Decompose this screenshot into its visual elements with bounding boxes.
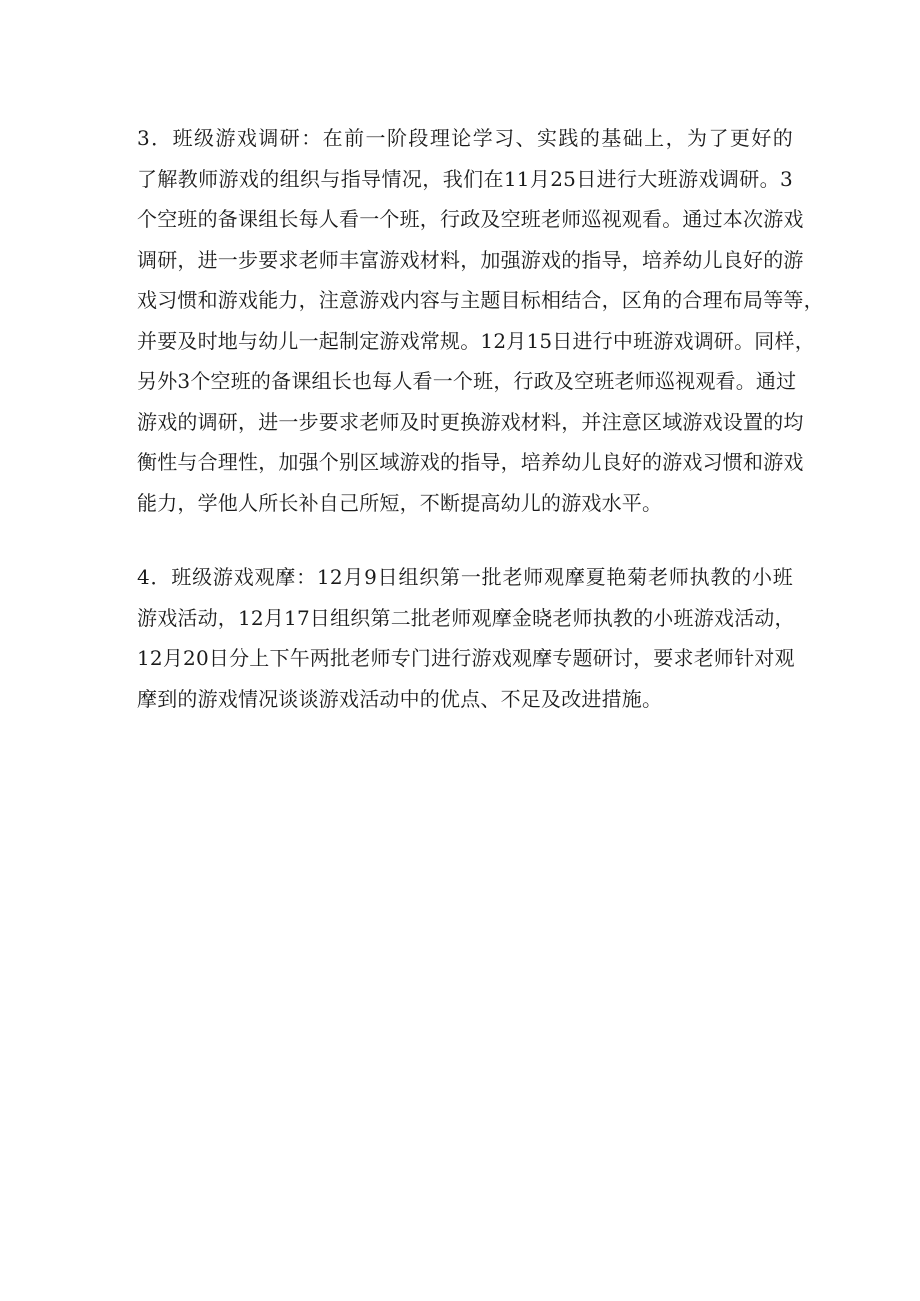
paragraph-game-research (137, 118, 824, 523)
text-line: 能力，学他人所长补自己所短，不断提高幼儿的游戏水平。 (137, 490, 663, 515)
paragraph-game-observation (137, 557, 793, 719)
text-line: 游戏的调研，进一步要求老师及时更换游戏材料，并注意区域游戏设置的均 (137, 409, 804, 434)
text-line: 了解教师游戏的组织与指导情况，我们在11月25日进行大班游戏调研。3 (137, 166, 793, 191)
text-line: 4．班级游戏观摩：12月9日组织第一批老师观摩夏艳菊老师执教的小班 (137, 565, 793, 589)
paragraph-spacer (137, 523, 793, 557)
text-line: 12月20日分上下午两批老师专门进行游戏观摩专题研讨，要求老师针对观 (137, 646, 795, 670)
text-line: 戏习惯和游戏能力，注意游戏内容与主题目标相结合，区角的合理布局等等， (137, 288, 824, 312)
text-line: 并要及时地与幼儿一起制定游戏常规。12月15日进行中班游戏调研。同样， (137, 328, 815, 353)
document-body (137, 118, 824, 719)
text-line: 个空班的备课组长每人看一个班，行政及空班老师巡视观看。通过本次游戏 (137, 207, 804, 231)
text-line: 另外3个空班的备课组长也每人看一个班，行政及空班老师巡视观看。通过 (137, 369, 797, 393)
text-line: 3．班级游戏调研：在前一阶段理论学习、实践的基础上，为了更好的 (137, 126, 793, 150)
text-line: 衡性与合理性，加强个别区域游戏的指导，培养幼儿良好的游戏习惯和游戏 (137, 450, 804, 474)
text-line: 摩到的游戏情况谈谈游戏活动中的优点、不足及改进措施。 (137, 686, 663, 711)
text-line: 游戏活动，12月17日组织第二批老师观摩金晓老师执教的小班游戏活动， (137, 605, 795, 630)
text-line: 调研，进一步要求老师丰富游戏材料，加强游戏的指导，培养幼儿良好的游 (137, 247, 804, 272)
